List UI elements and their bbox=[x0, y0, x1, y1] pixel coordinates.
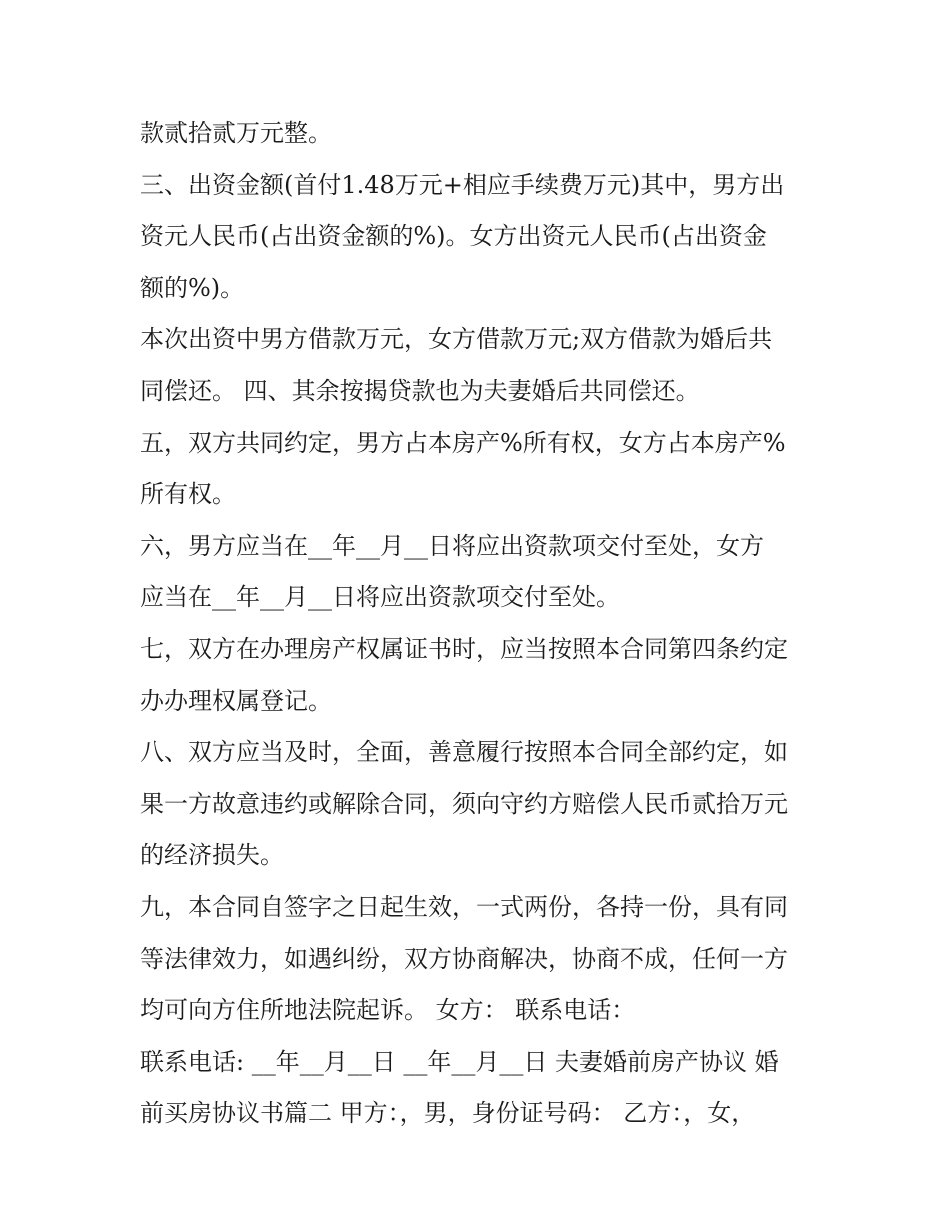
text-line: 款贰拾贰万元整。 bbox=[140, 119, 332, 147]
text-line: 办办理权属登记。 bbox=[140, 686, 332, 715]
text-line: 八、双方应当及时，全面，善意履行按照本合同全部约定，如 bbox=[140, 738, 788, 767]
text-line: 联系电话: __年__月__日 __年__月__日 夫妻婚前房产协议 婚 bbox=[140, 1047, 779, 1076]
text-line: 九，本合同自签字之日起生效，一式两份，各持一份，具有同 bbox=[140, 892, 788, 921]
text-line: 三、出资金额(首付1.48万元+相应手续费万元)其中，男方出 bbox=[140, 170, 785, 199]
agreement-text bbox=[140, 108, 830, 1140]
text-line: 均可向方住所地法院起诉。 女方： 联系电话： bbox=[140, 996, 636, 1025]
text-line: 五，双方共同约定，男方占本房产%所有权，女方占本房产% bbox=[140, 428, 786, 457]
text-line: 前买房协议书篇二 甲方：，男，身份证号码： 乙方：，女， bbox=[140, 1099, 756, 1128]
text-line: 七，双方在办理房产权属证书时，应当按照本合同第四条约定 bbox=[140, 634, 788, 663]
text-line: 的经济损失。 bbox=[140, 841, 284, 870]
text-line: 等法律效力，如遇纠纷，双方协商解决，协商不成，任何一方 bbox=[140, 944, 788, 973]
text-line: 果一方故意违约或解除合同，须向守约方赔偿人民币贰拾万元 bbox=[140, 789, 788, 818]
text-line: 额的%)。 bbox=[140, 273, 245, 302]
text-line: 六，男方应当在__年__月__日将应出资款项交付至处，女方 bbox=[140, 531, 764, 560]
text-line: 本次出资中男方借款万元，女方借款万元;双方借款为婚后共 bbox=[140, 325, 773, 354]
text-line: 所有权。 bbox=[140, 480, 236, 509]
text-line: 应当在__年__月__日将应出资款项交付至处。 bbox=[140, 583, 620, 612]
text-line: 资元人民币(占出资金额的%)。女方出资元人民币(占出资金 bbox=[140, 222, 767, 251]
text-line: 同偿还。 四、其余按揭贷款也为夫妻婚后共同偿还。 bbox=[140, 376, 700, 405]
